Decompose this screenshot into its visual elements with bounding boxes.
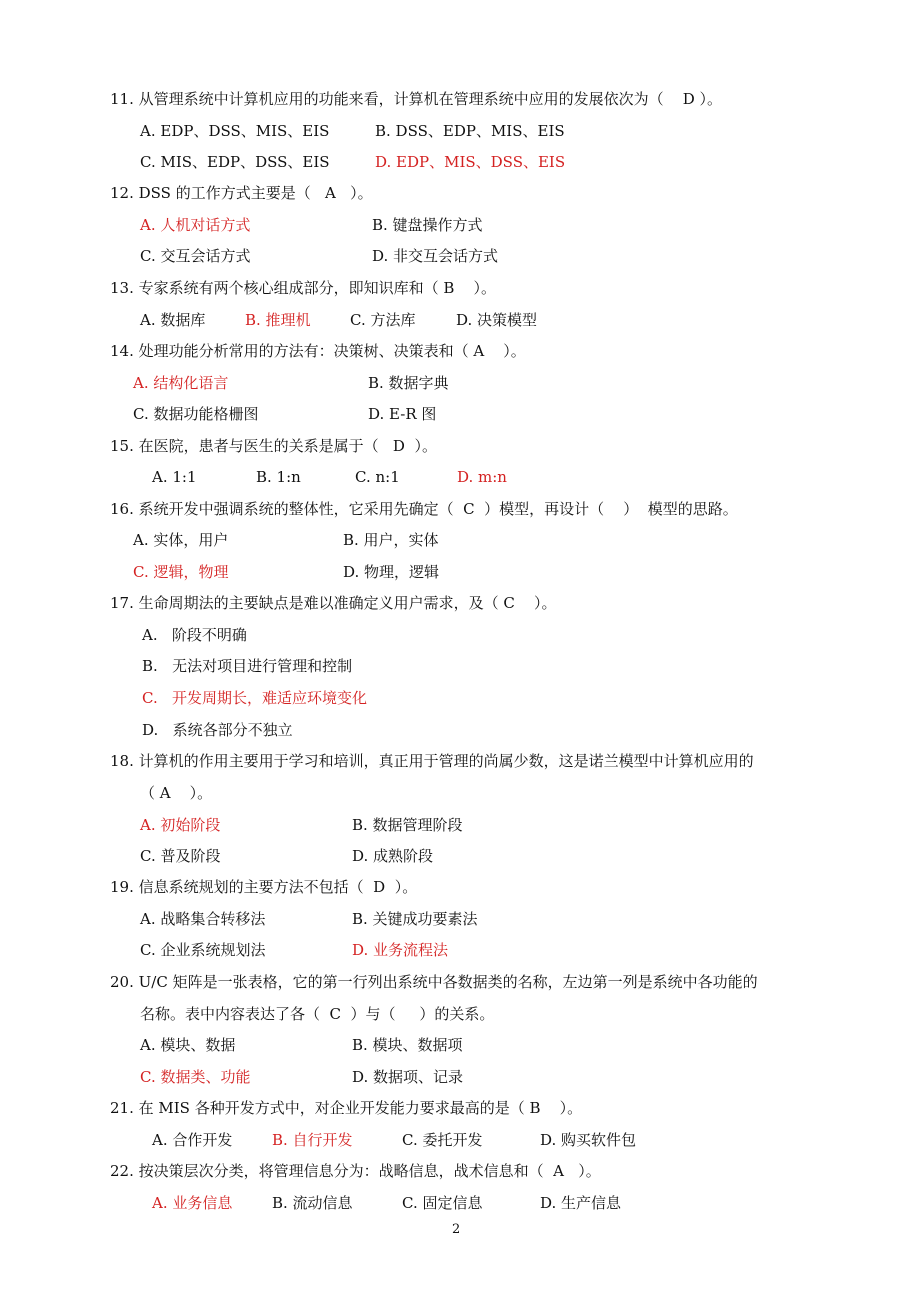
question-17-option-a: A. 阶段不明确: [142, 626, 247, 644]
question-11-option-d-correct: D. EDP、MIS、DSS、EIS: [375, 153, 566, 171]
question-12-option-a-correct: A. 人机对话方式: [140, 216, 251, 234]
question-16-option-b: B. 用户，实体: [343, 531, 439, 549]
question-13-option-d: D. 决策模型: [456, 311, 538, 329]
question-15-option-d-correct: D. m:n: [457, 468, 507, 486]
question-20-option-b: B. 模块、数据项: [352, 1036, 463, 1054]
question-19-option-a: A. 战略集合转移法: [140, 910, 266, 928]
question-19-stem: 19. 信息系统规划的主要方法不包括（ D ）。: [110, 878, 418, 896]
question-22-option-d: D. 生产信息: [540, 1194, 622, 1212]
question-20-stem: 20. U/C 矩阵是一张表格，它的第一行列出系统中各数据类的名称，左边第一列是系统中各功能的: [110, 973, 758, 991]
question-13-option-c: C. 方法库: [350, 311, 416, 329]
page-number: 2: [452, 1222, 461, 1237]
question-11-option-b: B. DSS、EDP、MIS、EIS: [375, 122, 565, 140]
question-16-stem: 16. 系统开发中强调系统的整体性，它采用先确定（ C ）模型，再设计（ ） 模型的思路。: [110, 500, 738, 518]
question-12-option-d: D. 非交互会话方式: [372, 247, 499, 265]
question-22-stem: 22. 按决策层次分类，将管理信息分为：战略信息，战术信息和（ A ）。: [110, 1162, 601, 1180]
question-12-option-b: B. 键盘操作方式: [372, 216, 483, 234]
question-21-option-a: A. 合作开发: [152, 1131, 233, 1149]
question-13-option-a: A. 数据库: [140, 311, 206, 329]
question-12-option-c: C. 交互会话方式: [140, 247, 251, 265]
question-17-option-c-correct: C. 开发周期长，难适应环境变化: [142, 689, 368, 707]
question-11-stem: 11. 从管理系统中计算机应用的功能来看，计算机在管理系统中应用的发展依次为（ D ）。: [110, 90, 722, 108]
question-21-option-c: C. 委托开发: [402, 1131, 483, 1149]
question-16-option-c-correct: C. 逻辑，物理: [133, 563, 229, 581]
question-20-option-a: A. 模块、数据: [140, 1036, 236, 1054]
question-18-option-b: B. 数据管理阶段: [352, 816, 463, 834]
question-16-option-a: A. 实体，用户: [133, 531, 229, 549]
question-13-stem: 13. 专家系统有两个核心组成部分，即知识库和（ B ）。: [110, 279, 496, 297]
question-14-option-a-correct: A. 结构化语言: [133, 374, 229, 392]
question-11-option-c: C. MIS、EDP、DSS、EIS: [140, 153, 330, 171]
question-14-option-b: B. 数据字典: [368, 374, 449, 392]
question-18-option-c: C. 普及阶段: [140, 847, 221, 865]
question-19-option-d-correct: D. 业务流程法: [352, 941, 449, 959]
question-14-option-c: C. 数据功能格栅图: [133, 405, 259, 423]
question-15-stem: 15. 在医院，患者与医生的关系是属于（ D ）。: [110, 437, 437, 455]
question-18-stem: 18. 计算机的作用主要用于学习和培训，真正用于管理的尚属少数，这是诺兰模型中计算机应用的: [110, 752, 754, 770]
question-11-option-a: A. EDP、DSS、MIS、EIS: [140, 122, 330, 140]
question-21-option-d: D. 购买软件包: [540, 1131, 637, 1149]
question-17-stem: 17. 生命周期法的主要缺点是难以准确定义用户需求，及（ C ）。: [110, 594, 557, 612]
question-12-stem: 12. DSS 的工作方式主要是（ A ）。: [110, 184, 373, 202]
question-18-option-d: D. 成熟阶段: [352, 847, 434, 865]
question-21-stem: 21. 在 MIS 各种开发方式中，对企业开发能力要求最高的是（ B ）。: [110, 1099, 583, 1117]
question-19-option-c: C. 企业系统规划法: [140, 941, 266, 959]
question-15-option-c: C. n:1: [355, 468, 400, 486]
question-22-option-b: B. 流动信息: [272, 1194, 353, 1212]
question-20-option-c-correct: C. 数据类、功能: [140, 1068, 251, 1086]
question-20-stem: 名称。表中内容表达了各（ C ）与（ ）的关系。: [140, 1005, 495, 1023]
question-22-option-a-correct: A. 业务信息: [152, 1194, 233, 1212]
question-14-stem: 14. 处理功能分析常用的方法有：决策树、决策表和（ A ）。: [110, 342, 526, 360]
question-19-option-b: B. 关键成功要素法: [352, 910, 478, 928]
question-16-option-d: D. 物理，逻辑: [343, 563, 440, 581]
question-13-option-b-correct: B. 推理机: [245, 311, 311, 329]
question-22-option-c: C. 固定信息: [402, 1194, 483, 1212]
question-15-option-a: A. 1:1: [152, 468, 197, 486]
question-17-option-d: D. 系统各部分不独立: [142, 721, 293, 739]
question-17-option-b: B. 无法对项目进行管理和控制: [142, 657, 353, 675]
question-15-option-b: B. 1:n: [256, 468, 301, 486]
question-14-option-d: D. E-R 图: [368, 405, 437, 423]
question-18-stem: （ A ）。: [140, 784, 213, 802]
question-18-option-a-correct: A. 初始阶段: [140, 816, 221, 834]
question-20-option-d: D. 数据项、记录: [352, 1068, 464, 1086]
question-21-option-b-correct: B. 自行开发: [272, 1131, 353, 1149]
